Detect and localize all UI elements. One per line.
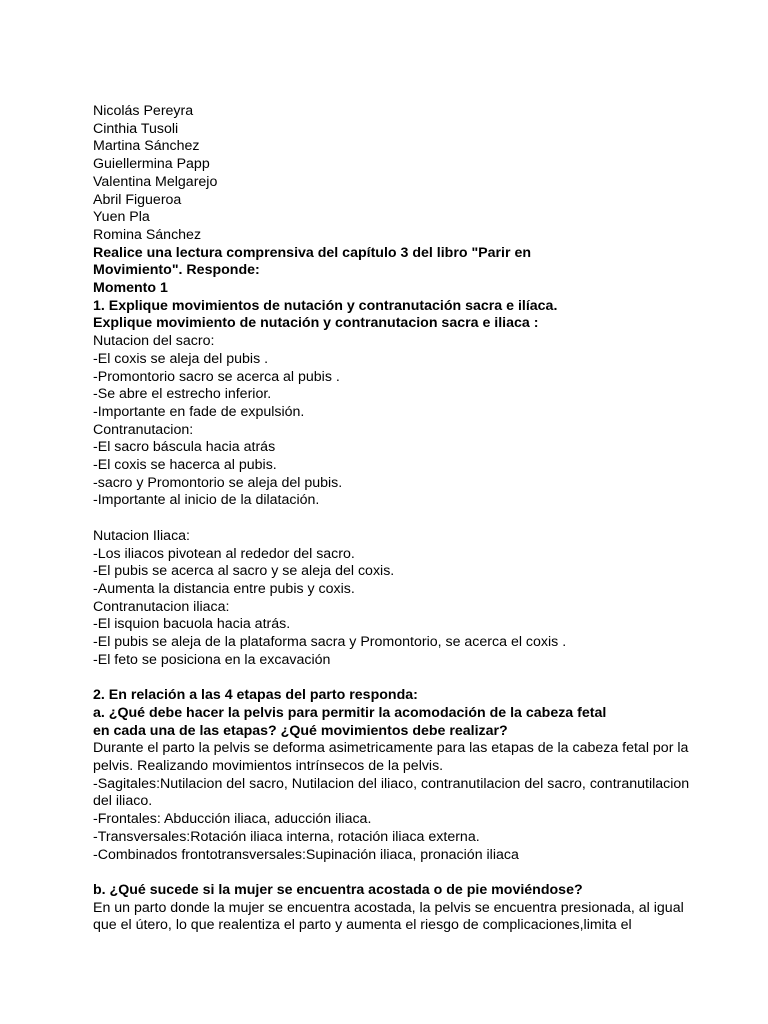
question-2a-line: a. ¿Qué debe hacer la pelvis para permitir la acomodación de la cabeza fetal bbox=[93, 704, 607, 721]
answer-line: -El feto se posiciona en la excavación bbox=[93, 651, 331, 668]
question-1-subtitle: Explique movimiento de nutación y contranutacion sacra e iliaca : bbox=[93, 315, 539, 332]
author-name: Nicolás Pereyra bbox=[93, 103, 194, 119]
author-name: Romina Sánchez bbox=[93, 226, 202, 243]
author-list bbox=[93, 103, 693, 245]
answer-line: -El isquion bacuola hacia atrás. bbox=[93, 616, 291, 633]
combinados-line: -Combinados frontotransversales:Supinación iliaca, pronación iliaca bbox=[93, 846, 519, 863]
blank-line bbox=[93, 669, 693, 687]
answer-line: Nutacion Iliaca: bbox=[93, 527, 190, 544]
author-name: Valentina Melgarejo bbox=[93, 173, 218, 190]
iliaca-answer bbox=[93, 528, 693, 670]
author-name: Martina Sánchez bbox=[93, 138, 200, 155]
answer-line: -Importante al inicio de la dilatación. bbox=[93, 492, 320, 509]
answer-line: -Se abre el estrecho inferior. bbox=[93, 386, 272, 403]
instruction-line: Movimiento". Responde: bbox=[93, 262, 260, 279]
sacro-answer bbox=[93, 333, 693, 510]
answer-2a-paragraph: Durante el parto la pelvis se deforma asimetricamente para las etapas de la cabeza fetal por la pelvis. Realizando movimientos intrínsecos de la pelvis. bbox=[93, 740, 689, 774]
author-name: Guiellermina Papp bbox=[93, 156, 210, 173]
frontales-line: -Frontales: Abducción iliaca, aducción iliaca. bbox=[93, 811, 372, 828]
answer-line: -El pubis se acerca al sacro y se aleja del coxis. bbox=[93, 563, 395, 580]
answer-line: -El coxis se hacerca al pubis. bbox=[93, 457, 277, 474]
blank-line bbox=[93, 864, 693, 882]
author-name: Cinthia Tusoli bbox=[93, 120, 179, 137]
transversales-line: -Transversales:Rotación iliaca interna, rotación iliaca externa. bbox=[93, 828, 480, 845]
answer-2b-paragraph: En un parto donde la mujer se encuentra acostada, la pelvis se encuentra presionada, al igual que el útero, lo que realentiza el parto y aumenta el riesgo de complicaciones,limita el bbox=[93, 899, 684, 934]
answer-line: Nutacion del sacro: bbox=[93, 333, 215, 350]
author-name: Abril Figueroa bbox=[93, 191, 182, 208]
answer-line: -El coxis se aleja del pubis . bbox=[93, 350, 269, 367]
answer-line: -Los iliacos pivotean al rededor del sacro. bbox=[93, 545, 355, 562]
blank-line bbox=[93, 510, 693, 528]
moment-heading: Momento 1 bbox=[93, 280, 168, 297]
question-2b: b. ¿Qué sucede si la mujer se encuentra acostada o de pie moviéndose? bbox=[93, 881, 583, 898]
sagitales-line: -Sagitales:Nutilacion del sacro, Nutilacion del iliaco, contranutilacion del sacro, contranutilacion del iliaco. bbox=[93, 775, 690, 810]
author-name: Yuen Pla bbox=[93, 209, 150, 226]
instruction-line: Realice una lectura comprensiva del capítulo 3 del libro "Parir en bbox=[93, 244, 532, 261]
answer-line: Contranutacion: bbox=[93, 421, 194, 438]
document-body bbox=[93, 103, 693, 935]
answer-line: -Promontorio sacro se acerca al pubis . bbox=[93, 368, 340, 385]
answer-line: -sacro y Promontorio se aleja del pubis. bbox=[93, 474, 343, 491]
answer-line: -Importante en fade de expulsión. bbox=[93, 403, 305, 420]
answer-line: -Aumenta la distancia entre pubis y coxis. bbox=[93, 580, 355, 597]
question-2-title: 2. En relación a las 4 etapas del parto responda: bbox=[93, 687, 418, 704]
answer-line: Contranutacion iliaca: bbox=[93, 598, 230, 615]
answer-line: -El sacro báscula hacia atrás bbox=[93, 439, 276, 456]
question-2a-line: en cada una de las etapas? ¿Qué movimientos debe realizar? bbox=[93, 722, 508, 739]
question-1-title: 1. Explique movimientos de nutación y contranutación sacra e ilíaca. bbox=[93, 297, 558, 314]
answer-line: -El pubis se aleja de la plataforma sacra y Promontorio, se acerca el coxis . bbox=[93, 634, 567, 651]
